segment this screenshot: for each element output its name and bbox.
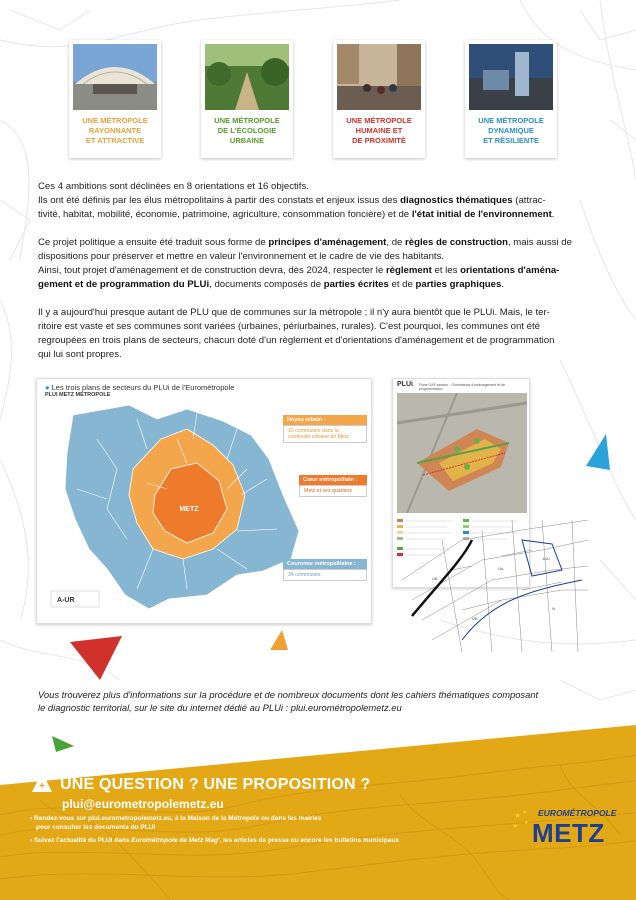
- svg-text:N: N: [552, 606, 555, 611]
- svg-text:A-UR: A-UR: [57, 597, 75, 604]
- ambition-card-human: [333, 40, 425, 158]
- text-line: regroupées en trois plans de secteurs, chacun doté d'un règlement et d'orientations d'aménagement et de programmation: [38, 335, 555, 346]
- text-line: qui lui sont propres.: [38, 349, 122, 360]
- contact-heading: UNE QUESTION ? UNE PROPOSITION ?: [60, 776, 371, 793]
- plui-sheet-subtitle: Fiche OAP secteur · Orientations d'aménagement et de programmation: [419, 383, 506, 391]
- oap-aerial-map: [397, 393, 527, 513]
- svg-text:★: ★: [522, 810, 528, 816]
- plus-icon: [32, 772, 52, 792]
- eurometropole-metz-logo: [512, 806, 617, 856]
- ambition-card-ecology: [201, 40, 293, 158]
- contact-bullet-news: › Suivez l'actualité du PLUI dans Eurométropole de Metz Mag', les articles de presse ou encore les bulletins municipaux: [30, 837, 400, 844]
- svg-text:UB: UB: [432, 576, 438, 581]
- text-line: gement et de programmation du PLUi, documents composés de parties écrites et de parties graphiques.: [38, 279, 505, 290]
- svg-text:+: +: [39, 781, 45, 792]
- sector-plans-map: [36, 378, 372, 624]
- text-line: tivité, habitat, mobilité, économie, patrimoine, agriculture, consommation foncière) et de l'état initial de l'environnement.: [38, 209, 555, 220]
- paragraph-ambitions: [38, 180, 598, 222]
- map-title: ● Les trois plans de secteurs du PLUi de l'Eurométropole: [45, 383, 235, 392]
- map-subtitle: PLUI METZ MÉTROPOLE: [45, 392, 111, 398]
- text-line: Il y a aujourd'hui presque autant de PLU que de communes sur la métropole ; il n'y aura bientôt que le PLUi. Mais, le ter-: [38, 307, 550, 318]
- zoning-plan-graphic: [402, 520, 588, 652]
- ambition-label: UNE MÉTROPOLE DYNAMIQUE ET RÉSILIENTE: [478, 116, 544, 145]
- metz-label: METZ: [179, 506, 199, 513]
- svg-text:UA: UA: [498, 566, 504, 571]
- aur-logo: [51, 591, 99, 607]
- contact-email-link[interactable]: plui@eurometropolemetz.eu: [62, 797, 224, 811]
- svg-text:★: ★: [514, 811, 522, 820]
- modern-building-photo: [469, 44, 553, 110]
- orange-triangle-decoration: [266, 628, 290, 652]
- plui-sheet-title: PLUi: [397, 381, 413, 388]
- paragraph-plans-secteurs: [38, 306, 598, 362]
- svg-text:★: ★: [512, 823, 519, 830]
- text-line: le diagnostic territorial, sur le site du internet dédié au PLUi : plui.eurométropolemetz.eu: [38, 702, 402, 713]
- text-line: dispositions pour préserver et mettre en valeur l'environnement et le cadre de vie des habitants.: [38, 251, 445, 262]
- text-line: Ces 4 ambitions sont déclinées en 8 orientations et 16 objectifs.: [38, 181, 309, 192]
- ambition-card-dynamic: [465, 40, 557, 158]
- pompidou-metz-photo: [73, 44, 157, 110]
- ambition-label: UNE MÉTROPOLE DE L'ÉCOLOGIE URBAINE: [214, 116, 280, 145]
- text-line: ritoire est vaste et ses communes sont variées (urbaines, périurbaines, rurales). C'est pourquoi, les communes ont été: [38, 321, 541, 332]
- svg-text:1AU: 1AU: [542, 556, 550, 561]
- logo-top-text: EUROMÉTROPOLE: [538, 808, 617, 818]
- legend-noyau-urbain: Noyau urbain : 10 communes dans la continuité urbaine de Metz: [283, 415, 367, 443]
- text-line: Ainsi, tout projet d'aménagement et de construction devra, dès 2024, respecter le règlement et les orientations d'aména-: [38, 265, 560, 276]
- logo-main-text: METZ: [532, 818, 605, 848]
- green-triangle-decoration: [50, 734, 74, 754]
- street-crowd-photo: [337, 44, 421, 110]
- text-line: Ils ont été définis par les élus métropolitains à partir des constats et enjeux issus des diagnostics thématiques (attrac-: [38, 195, 546, 206]
- more-info-text: [38, 688, 598, 714]
- cyan-triangle-decoration: [586, 430, 612, 470]
- red-triangle-decoration: [70, 634, 122, 680]
- text-line: Vous trouverez plus d'informations sur la procédure et de nombreux documents dont les cahiers thématiques composant: [38, 689, 539, 700]
- park-path-photo: [205, 44, 289, 110]
- svg-text:★: ★: [524, 820, 529, 826]
- stars-icon: [512, 808, 534, 836]
- paragraph-projet-politique: [38, 236, 598, 292]
- svg-text:UB: UB: [472, 616, 478, 621]
- legend-coeur-metropolitain: Cœur métropolitain : Metz et ses quartiers: [299, 475, 367, 497]
- ambition-label: UNE MÉTROPOLE RAYONNANTE ET ATTRACTIVE: [82, 116, 148, 145]
- ambition-label: UNE MÉTROPOLE HUMAINE ET DE PROXIMITÉ: [346, 116, 412, 145]
- text-line: Ce projet politique a ensuite été traduit sous forme de principes d'aménagement, de règles de construction, mais aussi de: [38, 237, 572, 248]
- ambitions-row: [69, 40, 559, 160]
- contact-bullet-website: › Rendez-vous sur plui.eurometropolemetz.eu, à la Maison de la Métropole ou dans les mairies pour consulter les documents du PLUI: [30, 815, 322, 831]
- legend-couronne-metropolitaine: Couronne métropolitaine : 34 communes: [283, 559, 367, 581]
- ambition-card-attractive: [69, 40, 161, 158]
